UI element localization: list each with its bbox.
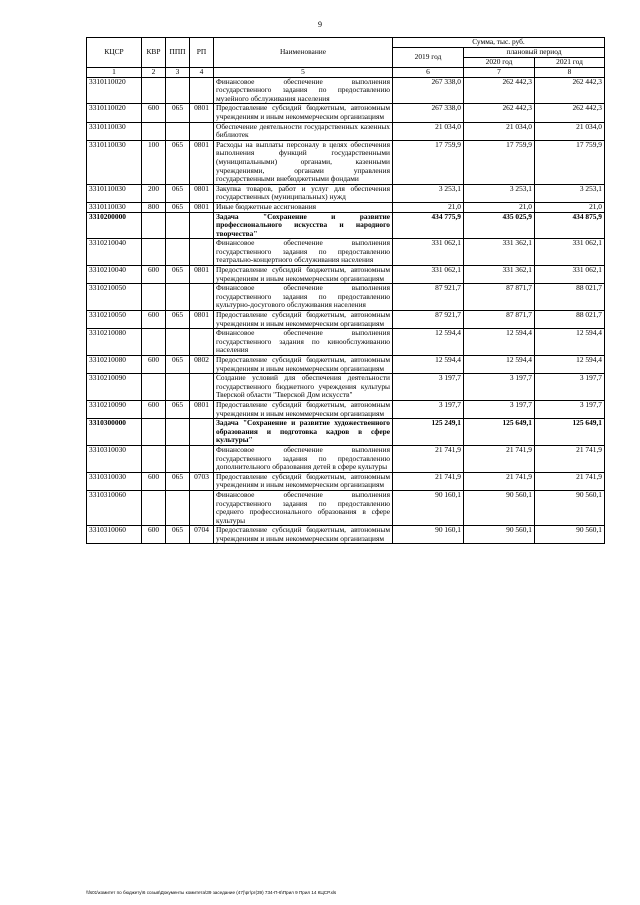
table-row bbox=[87, 445, 605, 472]
kvr-cell bbox=[142, 212, 166, 239]
table-row bbox=[87, 329, 605, 356]
value-2020-cell: 125 649,1 bbox=[464, 419, 535, 446]
col-2021: 2021 год bbox=[535, 58, 605, 68]
idx-8: 8 bbox=[535, 68, 605, 78]
value-2021-cell: 3 197,7 bbox=[535, 374, 605, 401]
name-cell: Финансовое обеспечение выполнения государственного задания по предоставлению среднего профессионального образования в сфере культуры bbox=[214, 490, 393, 525]
name-cell: Предоставление субсидий бюджетным, автономным учреждениям и иным некоммерческим организациям bbox=[214, 400, 393, 418]
value-2019-cell: 90 160,1 bbox=[393, 490, 464, 525]
ppp-cell bbox=[166, 239, 190, 266]
value-2019-cell: 17 759,9 bbox=[393, 140, 464, 184]
name-cell: Закупка товаров, работ и услуг для обеспечения государственных (муниципальных) нужд bbox=[214, 184, 393, 202]
value-2019-cell: 3 253,1 bbox=[393, 184, 464, 202]
kcsr-cell: 3310210050 bbox=[87, 284, 142, 311]
value-2021-cell: 3 197,7 bbox=[535, 400, 605, 418]
name-cell: Расходы на выплаты персоналу в целях обеспечения выполнения функций государственными (муниципальными) органами, казенными учреждениями, органами управления государственными внебюджетными фондами bbox=[214, 140, 393, 184]
ppp-cell bbox=[166, 122, 190, 140]
table-row bbox=[87, 419, 605, 446]
idx-5: 5 bbox=[214, 68, 393, 78]
rp-cell bbox=[190, 419, 214, 446]
name-cell: Предоставление субсидий бюджетным, автономным учреждениям и иным некоммерческим организациям bbox=[214, 472, 393, 490]
table-row bbox=[87, 104, 605, 122]
kvr-cell bbox=[142, 419, 166, 446]
idx-6: 6 bbox=[393, 68, 464, 78]
kvr-cell: 600 bbox=[142, 104, 166, 122]
col-rp: РП bbox=[190, 38, 214, 68]
kcsr-cell: 3310110030 bbox=[87, 184, 142, 202]
table-row bbox=[87, 239, 605, 266]
ppp-cell: 065 bbox=[166, 472, 190, 490]
value-2021-cell: 90 560,1 bbox=[535, 526, 605, 544]
ppp-cell: 065 bbox=[166, 202, 190, 212]
kcsr-cell: 3310110020 bbox=[87, 77, 142, 104]
rp-cell: 0801 bbox=[190, 184, 214, 202]
name-cell: Предоставление субсидий бюджетным, автономным учреждениям и иным некоммерческим организациям bbox=[214, 356, 393, 374]
kvr-cell: 600 bbox=[142, 311, 166, 329]
kvr-cell: 200 bbox=[142, 184, 166, 202]
value-2020-cell: 21 741,9 bbox=[464, 472, 535, 490]
ppp-cell: 065 bbox=[166, 356, 190, 374]
rp-cell: 0802 bbox=[190, 356, 214, 374]
rp-cell bbox=[190, 284, 214, 311]
header-row bbox=[87, 38, 605, 48]
ppp-cell: 065 bbox=[166, 400, 190, 418]
value-2020-cell: 90 560,1 bbox=[464, 526, 535, 544]
idx-1: 1 bbox=[87, 68, 142, 78]
value-2019-cell: 90 160,1 bbox=[393, 526, 464, 544]
value-2019-cell: 21 741,9 bbox=[393, 445, 464, 472]
value-2021-cell: 21 741,9 bbox=[535, 472, 605, 490]
name-cell: Обеспечение деятельности государственных казенных библиотек bbox=[214, 122, 393, 140]
rp-cell bbox=[190, 490, 214, 525]
ppp-cell bbox=[166, 490, 190, 525]
col-kcsr: КЦСР bbox=[87, 38, 142, 68]
kcsr-cell: 3310210090 bbox=[87, 400, 142, 418]
col-kvr: КВР bbox=[142, 38, 166, 68]
col-sum: Сумма, тыс. руб. bbox=[393, 38, 605, 48]
rp-cell: 0801 bbox=[190, 202, 214, 212]
value-2019-cell: 125 249,1 bbox=[393, 419, 464, 446]
rp-cell bbox=[190, 445, 214, 472]
value-2020-cell: 21,0 bbox=[464, 202, 535, 212]
value-2021-cell: 331 062,1 bbox=[535, 266, 605, 284]
file-path-footer: \\fs01\комитет по бюджету\6 созыв\Документы комитета\39 заседание (47)\рг\рг(39) 734-П-6\Прил 9 Прил 14 КЦСР.xls bbox=[86, 890, 337, 895]
value-2021-cell: 17 759,9 bbox=[535, 140, 605, 184]
value-2019-cell: 21,0 bbox=[393, 202, 464, 212]
table-body bbox=[87, 77, 605, 544]
name-cell: Финансовое обеспечение выполнения государственного задания по предоставлению музейного обслуживания населения bbox=[214, 77, 393, 104]
rp-cell: 0704 bbox=[190, 526, 214, 544]
table-row bbox=[87, 490, 605, 525]
value-2020-cell: 87 871,7 bbox=[464, 284, 535, 311]
kcsr-cell: 3310310030 bbox=[87, 445, 142, 472]
table-row bbox=[87, 356, 605, 374]
value-2020-cell: 21 741,9 bbox=[464, 445, 535, 472]
value-2020-cell: 3 253,1 bbox=[464, 184, 535, 202]
kvr-cell bbox=[142, 284, 166, 311]
table-row bbox=[87, 122, 605, 140]
value-2021-cell: 90 560,1 bbox=[535, 490, 605, 525]
value-2020-cell: 12 594,4 bbox=[464, 356, 535, 374]
table-row bbox=[87, 184, 605, 202]
value-2021-cell: 21,0 bbox=[535, 202, 605, 212]
idx-2: 2 bbox=[142, 68, 166, 78]
column-index-row bbox=[87, 68, 605, 78]
page-number: 9 bbox=[318, 20, 322, 29]
rp-cell: 0703 bbox=[190, 472, 214, 490]
kvr-cell bbox=[142, 374, 166, 401]
name-cell: Предоставление субсидий бюджетным, автономным учреждениям и иным некоммерческим организациям bbox=[214, 266, 393, 284]
value-2020-cell: 331 362,1 bbox=[464, 266, 535, 284]
rp-cell bbox=[190, 77, 214, 104]
kvr-cell: 800 bbox=[142, 202, 166, 212]
value-2019-cell: 21 741,9 bbox=[393, 472, 464, 490]
value-2019-cell: 12 594,4 bbox=[393, 329, 464, 356]
name-cell: Иные бюджетные ассигнования bbox=[214, 202, 393, 212]
ppp-cell: 065 bbox=[166, 266, 190, 284]
value-2019-cell: 267 338,0 bbox=[393, 77, 464, 104]
value-2020-cell: 435 025,9 bbox=[464, 212, 535, 239]
table-row bbox=[87, 311, 605, 329]
kvr-cell bbox=[142, 329, 166, 356]
table-row bbox=[87, 77, 605, 104]
value-2019-cell: 21 034,0 bbox=[393, 122, 464, 140]
value-2021-cell: 262 442,3 bbox=[535, 104, 605, 122]
value-2020-cell: 3 197,7 bbox=[464, 374, 535, 401]
value-2021-cell: 88 021,7 bbox=[535, 284, 605, 311]
ppp-cell: 065 bbox=[166, 526, 190, 544]
idx-7: 7 bbox=[464, 68, 535, 78]
ppp-cell: 065 bbox=[166, 140, 190, 184]
idx-4: 4 bbox=[190, 68, 214, 78]
value-2020-cell: 12 594,4 bbox=[464, 329, 535, 356]
ppp-cell bbox=[166, 419, 190, 446]
value-2020-cell: 17 759,9 bbox=[464, 140, 535, 184]
table-row bbox=[87, 374, 605, 401]
rp-cell: 0801 bbox=[190, 400, 214, 418]
value-2019-cell: 87 921,7 bbox=[393, 311, 464, 329]
budget-table bbox=[86, 37, 605, 544]
value-2021-cell: 434 875,9 bbox=[535, 212, 605, 239]
ppp-cell bbox=[166, 445, 190, 472]
kvr-cell: 600 bbox=[142, 266, 166, 284]
table-row bbox=[87, 472, 605, 490]
table-row bbox=[87, 212, 605, 239]
kcsr-cell: 3310210080 bbox=[87, 356, 142, 374]
rp-cell: 0801 bbox=[190, 104, 214, 122]
kcsr-cell: 3310110030 bbox=[87, 140, 142, 184]
kcsr-cell: 3310300000 bbox=[87, 419, 142, 446]
rp-cell bbox=[190, 329, 214, 356]
value-2021-cell: 21 741,9 bbox=[535, 445, 605, 472]
table-row bbox=[87, 140, 605, 184]
col-2019: 2019 год bbox=[393, 48, 464, 68]
name-cell: Предоставление субсидий бюджетным, автономным учреждениям и иным некоммерческим организациям bbox=[214, 311, 393, 329]
rp-cell bbox=[190, 122, 214, 140]
kcsr-cell: 3310200000 bbox=[87, 212, 142, 239]
table-row bbox=[87, 284, 605, 311]
kvr-cell: 600 bbox=[142, 472, 166, 490]
value-2020-cell: 262 442,3 bbox=[464, 104, 535, 122]
value-2019-cell: 12 594,4 bbox=[393, 356, 464, 374]
name-cell: Создание условий для обеспечения деятельности государственного бюджетного учреждения культуры Тверской области "Тверской Дом искусств" bbox=[214, 374, 393, 401]
kvr-cell bbox=[142, 239, 166, 266]
ppp-cell: 065 bbox=[166, 311, 190, 329]
rp-cell bbox=[190, 239, 214, 266]
value-2020-cell: 262 442,3 bbox=[464, 77, 535, 104]
kcsr-cell: 3310310060 bbox=[87, 526, 142, 544]
value-2020-cell: 331 362,1 bbox=[464, 239, 535, 266]
rp-cell bbox=[190, 212, 214, 239]
value-2021-cell: 262 442,3 bbox=[535, 77, 605, 104]
value-2021-cell: 331 062,1 bbox=[535, 239, 605, 266]
rp-cell: 0801 bbox=[190, 266, 214, 284]
value-2020-cell: 3 197,7 bbox=[464, 400, 535, 418]
ppp-cell bbox=[166, 77, 190, 104]
value-2020-cell: 90 560,1 bbox=[464, 490, 535, 525]
col-name: Наименование bbox=[214, 38, 393, 68]
kcsr-cell: 3310110020 bbox=[87, 104, 142, 122]
name-cell: Финансовое обеспечение выполнения государственного задания по предоставлению театрально-концертного обслуживания населения bbox=[214, 239, 393, 266]
value-2019-cell: 3 197,7 bbox=[393, 374, 464, 401]
rp-cell bbox=[190, 374, 214, 401]
name-cell: Финансовое обеспечение выполнения государственного задания по кинообслуживанию населения bbox=[214, 329, 393, 356]
kvr-cell bbox=[142, 490, 166, 525]
kvr-cell bbox=[142, 122, 166, 140]
kcsr-cell: 3310210040 bbox=[87, 239, 142, 266]
value-2021-cell: 88 021,7 bbox=[535, 311, 605, 329]
kcsr-cell: 3310110030 bbox=[87, 202, 142, 212]
kvr-cell: 100 bbox=[142, 140, 166, 184]
kcsr-cell: 3310210050 bbox=[87, 311, 142, 329]
idx-3: 3 bbox=[166, 68, 190, 78]
value-2021-cell: 21 034,0 bbox=[535, 122, 605, 140]
name-cell: Задача "Сохранение и развитие художественного образования и подготовка кадров в сфере культуры" bbox=[214, 419, 393, 446]
value-2019-cell: 87 921,7 bbox=[393, 284, 464, 311]
kcsr-cell: 3310310060 bbox=[87, 490, 142, 525]
ppp-cell: 065 bbox=[166, 104, 190, 122]
name-cell: Финансовое обеспечение выполнения государственного задания по предоставлению дополнительного образования детей в сфере культуры bbox=[214, 445, 393, 472]
col-ppp: ППП bbox=[166, 38, 190, 68]
value-2021-cell: 125 649,1 bbox=[535, 419, 605, 446]
ppp-cell: 065 bbox=[166, 184, 190, 202]
ppp-cell bbox=[166, 284, 190, 311]
value-2021-cell: 3 253,1 bbox=[535, 184, 605, 202]
ppp-cell bbox=[166, 212, 190, 239]
kcsr-cell: 3310210040 bbox=[87, 266, 142, 284]
kvr-cell bbox=[142, 77, 166, 104]
value-2019-cell: 331 062,1 bbox=[393, 239, 464, 266]
kcsr-cell: 3310310030 bbox=[87, 472, 142, 490]
ppp-cell bbox=[166, 374, 190, 401]
kvr-cell: 600 bbox=[142, 356, 166, 374]
value-2021-cell: 12 594,4 bbox=[535, 356, 605, 374]
col-planned: плановый период bbox=[464, 48, 605, 58]
kcsr-cell: 3310110030 bbox=[87, 122, 142, 140]
value-2020-cell: 21 034,0 bbox=[464, 122, 535, 140]
name-cell: Предоставление субсидий бюджетным, автономным учреждениям и иным некоммерческим организациям bbox=[214, 526, 393, 544]
value-2020-cell: 87 871,7 bbox=[464, 311, 535, 329]
table-row bbox=[87, 526, 605, 544]
table-row bbox=[87, 202, 605, 212]
kcsr-cell: 3310210090 bbox=[87, 374, 142, 401]
value-2019-cell: 267 338,0 bbox=[393, 104, 464, 122]
table-row bbox=[87, 400, 605, 418]
value-2021-cell: 12 594,4 bbox=[535, 329, 605, 356]
kvr-cell: 600 bbox=[142, 400, 166, 418]
value-2019-cell: 331 062,1 bbox=[393, 266, 464, 284]
rp-cell: 0801 bbox=[190, 140, 214, 184]
col-2020: 2020 год bbox=[464, 58, 535, 68]
rp-cell: 0801 bbox=[190, 311, 214, 329]
name-cell: Предоставление субсидий бюджетным, автономным учреждениям и иным некоммерческим организациям bbox=[214, 104, 393, 122]
ppp-cell bbox=[166, 329, 190, 356]
kvr-cell bbox=[142, 445, 166, 472]
name-cell: Финансовое обеспечение выполнения государственного задания по предоставлению культурно-досугового обслуживания населения bbox=[214, 284, 393, 311]
kvr-cell: 600 bbox=[142, 526, 166, 544]
value-2019-cell: 3 197,7 bbox=[393, 400, 464, 418]
table-row bbox=[87, 266, 605, 284]
value-2019-cell: 434 775,9 bbox=[393, 212, 464, 239]
name-cell: Задача "Сохранение и развитие профессионального искусства и народного творчества" bbox=[214, 212, 393, 239]
kcsr-cell: 3310210080 bbox=[87, 329, 142, 356]
